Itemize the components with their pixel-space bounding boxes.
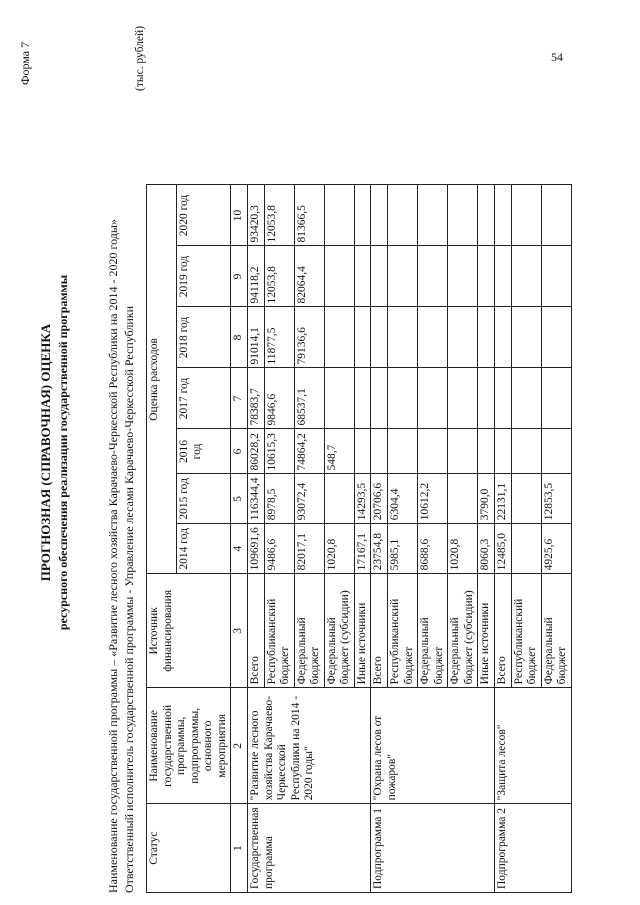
row-value: 8060,3: [478, 524, 495, 574]
row-status: Подпрограмма 2: [494, 804, 571, 893]
row-source: Всего: [371, 574, 388, 688]
row-source: Иные источники: [354, 574, 371, 688]
row-value: [448, 429, 478, 474]
row-value: 9846,6: [264, 368, 294, 429]
row-status: Государственная программа: [247, 804, 371, 893]
row-value: [494, 185, 511, 246]
row-value: [324, 368, 354, 429]
header-year: 2019 год: [176, 246, 230, 307]
row-name: "Развитие лесного хозяйства Карачаево-Черкесской Республики на 2014 - 2020 годы": [247, 688, 371, 804]
row-value: [511, 474, 541, 524]
row-value: [511, 429, 541, 474]
row-source: Республиканский бюджет: [388, 574, 418, 688]
row-value: 14293,5: [354, 474, 371, 524]
row-value: 1020,8: [324, 524, 354, 574]
header-year: 2020 год: [176, 185, 230, 246]
form-label: Форма 7: [18, 41, 32, 85]
row-value: [324, 185, 354, 246]
row-value: [541, 185, 571, 246]
row-value: [541, 307, 571, 368]
row-source: Республиканский бюджет: [264, 574, 294, 688]
row-value: [478, 429, 495, 474]
table-row: [247, 185, 264, 893]
table-row: [371, 185, 388, 893]
row-value: 79136,6: [294, 307, 324, 368]
row-value: [324, 246, 354, 307]
row-value: [511, 185, 541, 246]
header-row: [147, 185, 177, 893]
row-value: 22131,1: [494, 474, 511, 524]
header-status: Статус: [147, 804, 231, 893]
row-value: 5985,1: [388, 524, 418, 574]
row-value: [511, 307, 541, 368]
row-value: [324, 474, 354, 524]
row-value: [354, 368, 371, 429]
row-value: 12053,8: [264, 246, 294, 307]
page-number: 54: [551, 50, 563, 64]
row-value: 8978,5: [264, 474, 294, 524]
header-col-number: 7: [231, 368, 248, 429]
row-value: [354, 185, 371, 246]
row-value: [324, 307, 354, 368]
row-source: Федеральный бюджет: [294, 574, 324, 688]
header-year: 2015 год: [176, 474, 230, 524]
row-value: 116344,4: [247, 474, 264, 524]
row-value: 9486,6: [264, 524, 294, 574]
row-value: 82064,4: [294, 246, 324, 307]
row-value: 93072,4: [294, 474, 324, 524]
row-value: 12053,8: [264, 185, 294, 246]
header-name: Наименование государственной программы, подпрограммы, основного мероприятия: [147, 688, 231, 804]
header-col-number: 3: [231, 574, 248, 688]
document-title: ПРОГНОЗНАЯ (СПРАВОЧНАЯ) ОЦЕНКА: [38, 323, 53, 582]
row-value: 6304,4: [388, 474, 418, 524]
row-value: 12485,0: [494, 524, 511, 574]
row-value: 17167,1: [354, 524, 371, 574]
row-value: [448, 246, 478, 307]
header-estimate: Оценка расходов: [147, 185, 177, 574]
row-value: [418, 368, 448, 429]
row-source: Иные источники: [478, 574, 495, 688]
row-value: 86028,2: [247, 429, 264, 474]
row-value: [371, 368, 388, 429]
header-source: Источник финансирования: [147, 574, 231, 688]
budget-table: [146, 185, 572, 894]
row-value: 1020,8: [448, 524, 478, 574]
row-source: Федеральный бюджет (субсидии): [448, 574, 478, 688]
header-col-number: 1: [231, 804, 248, 893]
row-value: [354, 429, 371, 474]
document-subtitle: ресурсного обеспечения реализации государственной программы: [56, 274, 70, 631]
row-value: [541, 429, 571, 474]
row-value: [541, 246, 571, 307]
header-year: 2018 год: [176, 307, 230, 368]
row-value: [418, 185, 448, 246]
row-value: [478, 307, 495, 368]
row-value: 10615,3: [264, 429, 294, 474]
row-value: [448, 368, 478, 429]
row-value: [478, 368, 495, 429]
row-value: 78383,7: [247, 368, 264, 429]
table-row: [494, 185, 511, 893]
row-value: 109691,6: [247, 524, 264, 574]
header-col-number: 8: [231, 307, 248, 368]
row-value: 12853,5: [541, 474, 571, 524]
row-value: 3790,0: [478, 474, 495, 524]
row-value: 91014,1: [247, 307, 264, 368]
row-value: [388, 429, 418, 474]
row-value: [448, 185, 478, 246]
row-value: 10612,2: [418, 474, 448, 524]
row-source: Федеральный бюджет: [541, 574, 571, 688]
row-value: 8688,6: [418, 524, 448, 574]
row-value: [511, 368, 541, 429]
header-numbers-row: [231, 185, 248, 893]
row-value: [494, 307, 511, 368]
row-value: [418, 307, 448, 368]
row-value: [418, 246, 448, 307]
row-value: [541, 368, 571, 429]
row-value: [418, 429, 448, 474]
row-value: [478, 185, 495, 246]
header-year: 2016 год: [176, 429, 230, 474]
row-value: 23754,8: [371, 524, 388, 574]
row-value: 11877,5: [264, 307, 294, 368]
row-name: "Защита лесов": [494, 688, 571, 804]
row-value: 4925,6: [541, 524, 571, 574]
row-value: 68537,1: [294, 368, 324, 429]
row-value: [478, 246, 495, 307]
row-value: [448, 307, 478, 368]
row-source: Федеральный бюджет (субсидии): [324, 574, 354, 688]
row-value: [511, 246, 541, 307]
row-value: [371, 185, 388, 246]
row-value: [371, 429, 388, 474]
row-value: [494, 368, 511, 429]
row-value: 74864,2: [294, 429, 324, 474]
row-source: Республиканский бюджет: [511, 574, 541, 688]
row-value: [388, 368, 418, 429]
row-status: Подпрограмма 1: [371, 804, 495, 893]
row-value: [388, 246, 418, 307]
program-name-line: Наименование государственной программы – «Развитие лесного хозяйства Карачаево-Черкесской Республики на 2014 - 2020 годы»: [106, 219, 120, 893]
row-source: Федеральный бюджет: [418, 574, 448, 688]
row-value: [388, 185, 418, 246]
row-value: 82017,1: [294, 524, 324, 574]
row-value: [371, 307, 388, 368]
row-value: 20706,6: [371, 474, 388, 524]
row-value: [371, 246, 388, 307]
row-value: 94118,2: [247, 246, 264, 307]
header-col-number: 9: [231, 246, 248, 307]
row-source: Всего: [247, 574, 264, 688]
row-value: 93420,3: [247, 185, 264, 246]
row-value: [494, 246, 511, 307]
header-col-number: 2: [231, 688, 248, 804]
row-value: [448, 474, 478, 524]
row-name: "Охрана лесов от пожаров": [371, 688, 495, 804]
row-value: [354, 246, 371, 307]
header-year: 2014 год: [176, 524, 230, 574]
unit-label: (тыс. рублей): [134, 25, 146, 91]
row-value: [388, 307, 418, 368]
row-value: [511, 524, 541, 574]
row-value: [354, 307, 371, 368]
header-col-number: 10: [231, 185, 248, 246]
header-col-number: 4: [231, 524, 248, 574]
header-col-number: 5: [231, 474, 248, 524]
row-source: Всего: [494, 574, 511, 688]
row-value: [494, 429, 511, 474]
header-col-number: 6: [231, 429, 248, 474]
row-value: 548,7: [324, 429, 354, 474]
row-value: 81366,5: [294, 185, 324, 246]
header-year: 2017 год: [176, 368, 230, 429]
executor-line: Ответственный исполнитель государственной программы - Управление лесами Карачаево-Черкесской Республики: [122, 305, 136, 893]
